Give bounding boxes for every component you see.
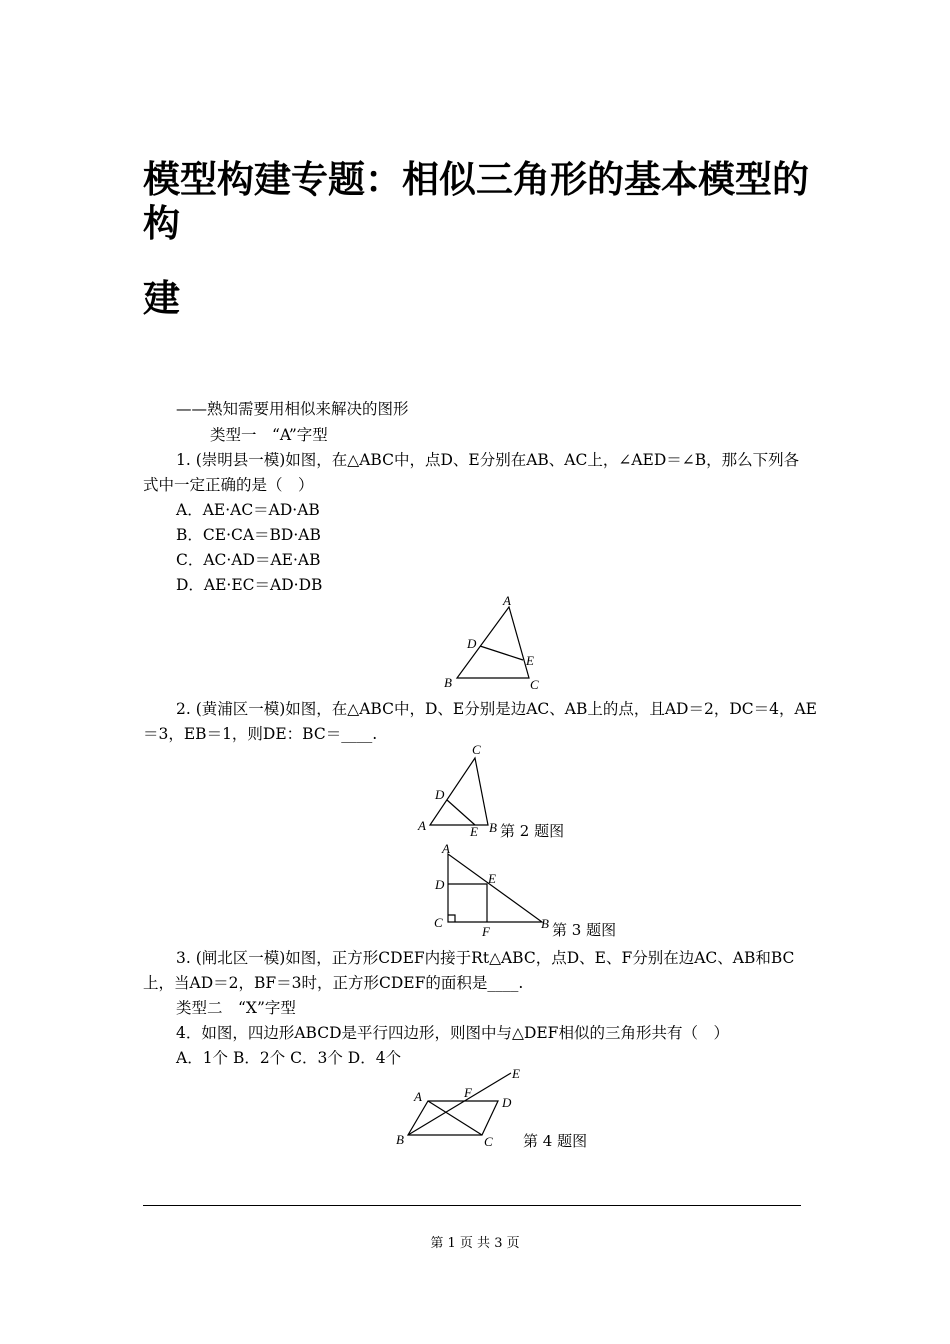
segment-de xyxy=(480,646,523,660)
label-d-fig3: D xyxy=(435,877,445,892)
label-b: B xyxy=(444,675,452,690)
right-angle-mark xyxy=(448,915,455,922)
footer-divider xyxy=(143,1205,801,1206)
question-1-option-a: A．AE·AC＝AD·AB xyxy=(176,501,320,519)
right-triangle-abc xyxy=(448,854,542,922)
question-1-line-2: 式中一定正确的是（ ） xyxy=(143,476,314,494)
label-c-fig4: C xyxy=(484,1134,493,1149)
question-4-line-1: 4．如图，四边形ABCD是平行四边形，则图中与△DEF相似的三角形共有（ ） xyxy=(176,1024,729,1042)
section-heading-type-2: 类型二 “X”字型 xyxy=(176,999,296,1017)
label-c-fig2: C xyxy=(472,742,481,757)
question-1-option-c: C．AC·AD＝AE·AB xyxy=(176,551,321,569)
figure-3-caption: 第 3 题图 xyxy=(552,921,617,939)
question-2-line-1: 2. (黄浦区一模)如图，在△ABC中，D、E分别是边AC、AB上的点，且AD＝2，DC＝4，AE xyxy=(176,700,817,718)
label-d-fig2: D xyxy=(435,787,445,802)
label-f-fig3: F xyxy=(482,924,490,939)
subtitle: ——熟知需要用相似来解决的图形 xyxy=(176,400,409,418)
question-2-line-2: ＝3，EB＝1，则DE：BC＝____. xyxy=(143,725,378,743)
label-b-fig4: B xyxy=(396,1132,404,1147)
square-cdef xyxy=(448,884,487,922)
label-f-fig4: F xyxy=(464,1085,472,1100)
label-a-fig3: A xyxy=(442,841,450,856)
document-title-line-1: 模型构建专题：相似三角形的基本模型的构 xyxy=(143,158,809,245)
question-3-line-1: 3. (闸北区一模)如图，正方形CDEF内接于Rt△ABC，点D、E、F分别在边AC、AB和BC xyxy=(176,949,795,967)
label-d: D xyxy=(467,636,477,651)
question-4-figure xyxy=(390,1062,530,1152)
label-c: C xyxy=(530,677,539,692)
question-1-line-1: 1. (崇明县一模)如图，在△ABC中，点D、E分别在AB、AC上，∠AED＝∠B，那么下列各 xyxy=(176,451,800,469)
figure-4-caption: 第 4 题图 xyxy=(523,1132,588,1150)
label-e-fig4: E xyxy=(512,1066,520,1081)
label-e-fig2: E xyxy=(470,824,478,839)
question-1-figure xyxy=(430,590,560,695)
document-title-line-2: 建 xyxy=(143,277,180,320)
question-3-figure xyxy=(420,838,560,938)
label-a-fig4: A xyxy=(414,1089,422,1104)
question-1-option-d: D．AE·EC＝AD·DB xyxy=(176,576,323,594)
section-heading-type-1: 类型一 “A”字型 xyxy=(210,426,328,444)
segment-be xyxy=(408,1073,511,1135)
page-number-footer: 第 1 页 共 3 页 xyxy=(430,1236,520,1251)
label-d-fig4: D xyxy=(502,1095,512,1110)
question-2-figure xyxy=(410,740,505,840)
question-1-option-b: B．CE·CA＝BD·AB xyxy=(176,526,321,544)
question-4-options: A．1个 B．2个 C．3个 D．4个 xyxy=(176,1049,402,1067)
segment-de-fig2 xyxy=(447,800,475,825)
label-a: A xyxy=(503,593,511,608)
label-c-fig3: C xyxy=(434,915,443,930)
label-e-fig3: E xyxy=(488,871,496,886)
figure-2-caption: 第 2 题图 xyxy=(500,822,565,840)
label-a-fig2: A xyxy=(418,818,426,833)
label-b-fig3: B xyxy=(541,916,549,931)
label-b-fig2: B xyxy=(489,820,497,835)
label-e: E xyxy=(526,653,534,668)
parallelogram-abcd xyxy=(408,1101,498,1135)
question-3-line-2: 上，当AD＝2，BF＝3时，正方形CDEF的面积是____. xyxy=(143,974,524,992)
